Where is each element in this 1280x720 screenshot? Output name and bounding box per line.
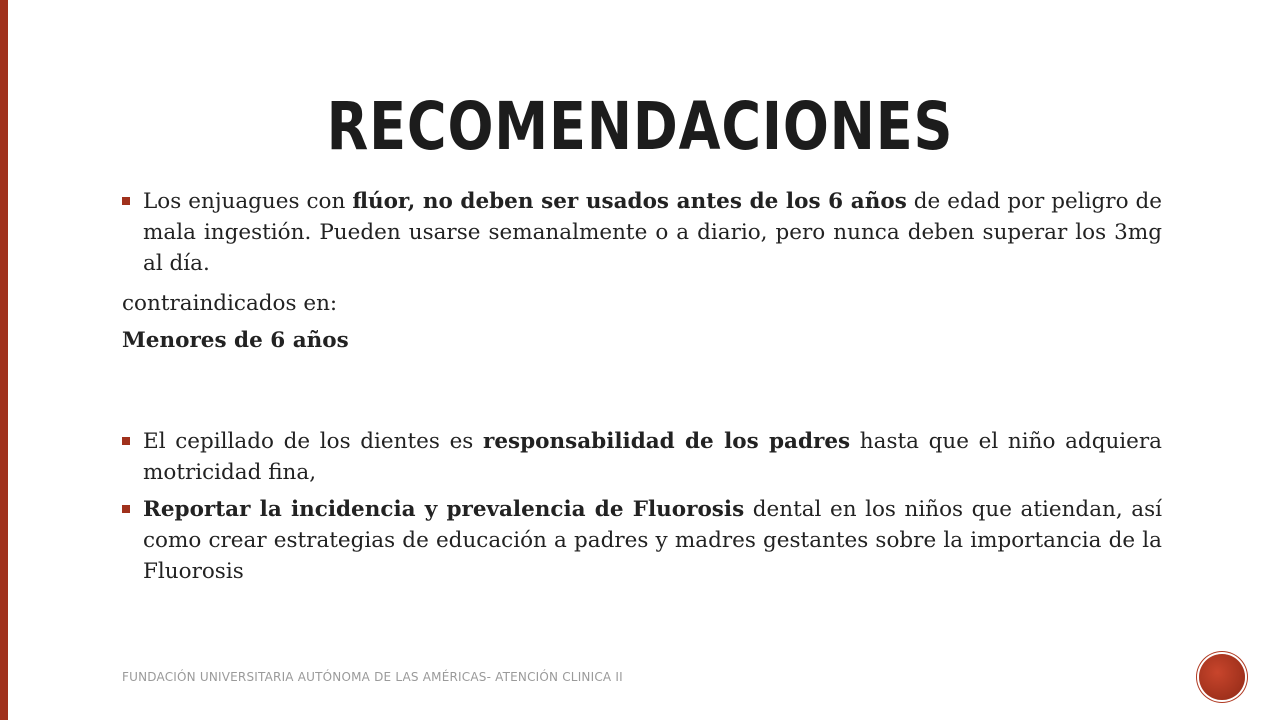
page-number-circle-icon [1199,654,1245,700]
square-bullet-icon [122,505,130,513]
bullet-bold-text: responsabilidad de los padres [483,429,851,454]
square-bullet-icon [122,437,130,445]
bullet-text: de edad por peligro de mala ingestión. Pueden usarse semanalmente o a diario, pero nunca deben superar los 3mg al día. [143,189,1162,276]
contraindicated-value: Menores de 6 años [122,328,349,353]
bullet-item-brushing [122,426,1162,488]
bullet-bold-text: flúor, no deben ser usados antes de los 6 años [352,189,907,214]
bullet-text: El cepillado de los dientes es [143,429,484,454]
square-bullet-icon [122,197,130,205]
bullet-text: Los enjuagues con [143,189,353,214]
bullet-item-report-fluorosis [122,494,1162,587]
slide-footer: FUNDACIÓN UNIVERSITARIA AUTÓNOMA DE LAS AMÉRICAS- ATENCIÓN CLINICA II [122,670,623,684]
bullet-bold-text: Reportar la incidencia y prevalencia de Fluorosis [143,497,745,522]
slide-body [122,186,1162,587]
slide-title: RECOMENDACIONES [326,88,954,165]
bullet-text: hasta que el niño adquiera motricidad fina, [143,429,1162,485]
accent-bar [0,0,8,720]
bullet-item-fluoride-rinse [122,186,1162,279]
bullet-text: dental en los niños que atiendan, así como crear estrategias de educación a padres y madres gestantes sobre la importancia de la Fluorosis [143,497,1162,584]
contraindicated-label: contraindicados en: [122,291,338,316]
